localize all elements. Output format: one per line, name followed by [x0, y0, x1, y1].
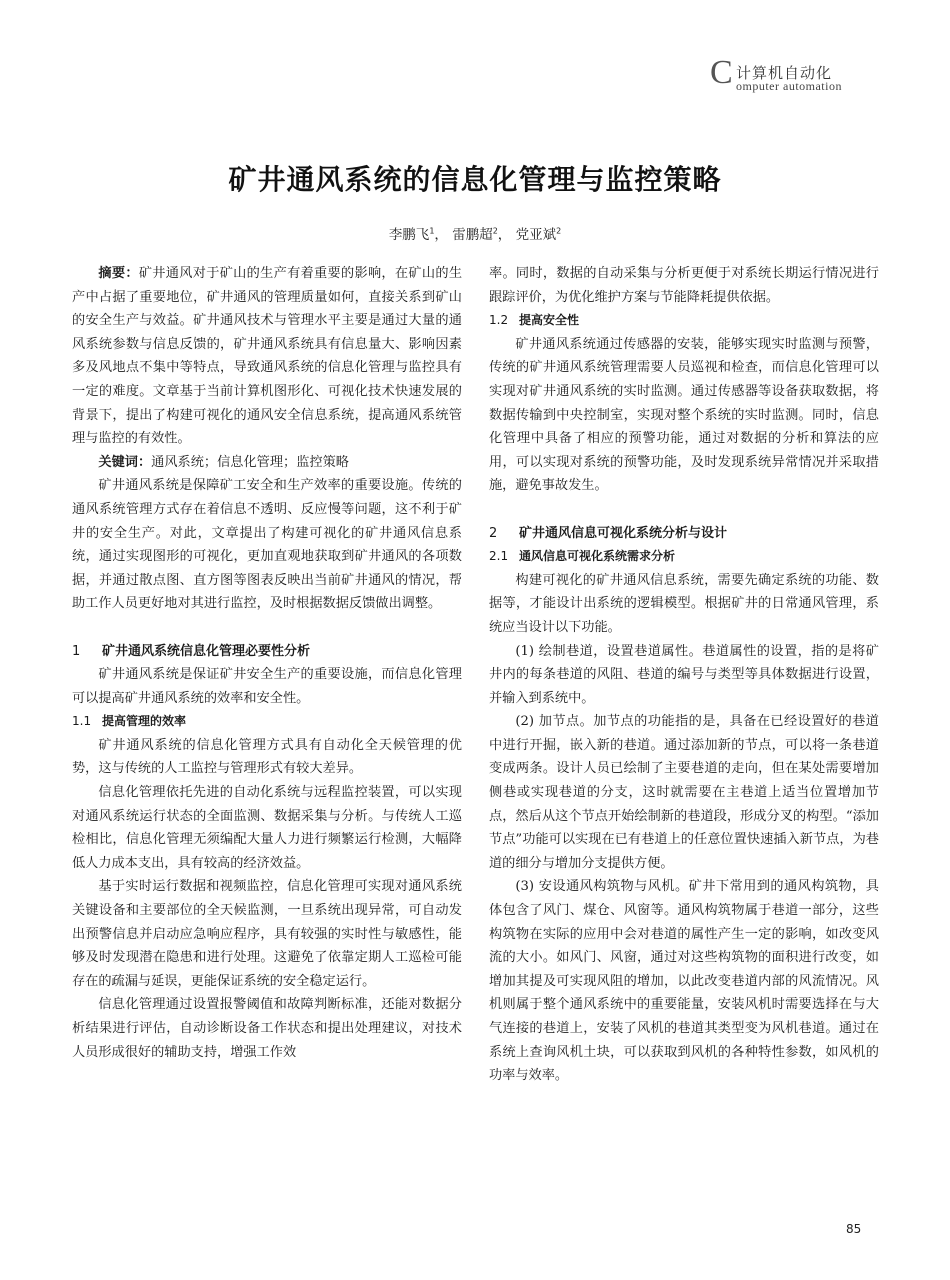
author-list — [0, 223, 950, 243]
section-number: 2 — [489, 525, 498, 541]
section-heading — [72, 640, 462, 664]
subsection-number: 2.1 — [489, 549, 509, 564]
subsection-title: 提高安全性 — [519, 313, 580, 328]
author-name: 党亚斌 — [515, 227, 557, 243]
list-item: (1) 绘制巷道，设置巷道属性。巷道属性的设置，指的是将矿井内的每条巷道的风阻、巷道的编号与类型等具体数据进行设置，并输入到系统中。 — [489, 643, 879, 706]
paragraph: 构建可视化的矿井通风信息系统，需要先确定系统的功能、数据等，才能设计出系统的逻辑模型。根据矿井的日常通风管理，系统应当设计以下功能。 — [489, 572, 879, 635]
keywords — [72, 451, 462, 475]
journal-logo-letter: C — [710, 54, 733, 91]
page-number: 85 — [846, 1222, 862, 1236]
author-affiliation: 2 — [492, 226, 498, 236]
subsection-heading — [489, 545, 879, 569]
author-separator: ， — [497, 227, 512, 243]
journal-header — [710, 54, 870, 98]
subsection-heading — [72, 710, 462, 734]
section-heading — [489, 522, 879, 546]
subsection-title: 通风信息可视化系统需求分析 — [519, 549, 676, 564]
paper-title: 矿井通风系统的信息化管理与监控策略 — [228, 163, 722, 196]
intro-paragraph: 矿井通风系统是保障矿工安全和生产效率的重要设施。传统的通风系统管理方式存在着信息不透明、反应慢等问题，这不利于矿井的安全生产。对此，文章提出了构建可视化的矿井通风信息系统，通过实现图形的可视化，更加直观地获取到矿井通风的各项数据，并通过散点图、直方图等图表反映出当前矿井通风的情况，帮助工作人员更好地对其进行监控，及时根据数据反馈做出调整。 — [72, 478, 462, 612]
paragraph: 矿井通风系统通过传感器的安装，能够实现实时监测与预警，传统的矿井通风系统管理需要人员巡视和检查，而信息化管理可以实现对矿井通风系统的实时监测。通过传感器等设备获取数据，将数据传输到中央控制室，实现对整个系统的实时监测。同时，信息化管理中具备了相应的预警功能，通过对数据的分析和算法的应用，可以实现对系统的预警功能，及时发现系统异常情况并采取措施，避免事故发生。 — [489, 336, 879, 494]
section-number: 1 — [72, 643, 81, 659]
paragraph: 基于实时运行数据和视频监控，信息化管理可实现对通风系统关键设备和主要部位的全天候监测，一旦系统出现异常，可自动发出预警信息并启动应急响应程序，具有较强的实时性与敏感性，能够及时发现潜在隐患和进行处理。这避免了依靠定期人工巡检可能存在的疏漏与延误，更能保证系统的安全稳定运行。 — [72, 879, 462, 989]
paragraph: 矿井通风系统是保证矿井安全生产的重要设施，而信息化管理可以提高矿井通风系统的效率和安全性。 — [72, 667, 462, 706]
journal-name-en: omputer automation — [736, 79, 842, 93]
paragraph: 信息化管理依托先进的自动化系统与远程监控装置，可以实现对通风系统运行状态的全面监测、数据采集与分析。与传统人工巡检相比，信息化管理无须编配大量人力进行频繁运行检测，大幅降低人力成本支出，具有较高的经济效益。 — [72, 785, 462, 871]
author-separator: ， — [434, 227, 448, 243]
abstract-label: 摘要： — [98, 266, 139, 281]
list-item: (2) 加节点。加节点的功能指的是，具备在已经设置好的巷道中进行开掘，嵌入新的巷道。通过添加新的节点，可以将一条巷道变成两条。设计人员已绘制了主要巷道的走向，但在某处需要增加侧巷或实现巷道的分支，这时就需要在主巷道上适当位置增加节点，然后从这个节点开始绘制新的巷道段，形成分叉的构型。“添加节点”功能可以实现在已有巷道上的任意位置快速插入新节点，为巷道的细分与增加分支提供方便。 — [489, 714, 879, 871]
author-affiliation: 1 — [429, 226, 435, 236]
section-title: 矿井通风系统信息化管理必要性分析 — [102, 643, 311, 659]
subsection-title: 提高管理的效率 — [102, 714, 187, 729]
author-affiliation: 2 — [556, 226, 562, 236]
list-item: (3) 安设通风构筑物与风机。矿井下常用到的通风构筑物，具体包含了风门、煤仓、风窗等。通风构筑物属于巷道一部分，这些构筑物在实际的应用中会对巷道的属性产生一定的影响，如改变风流的大小。如风门、风窗，通过对这些构筑物的面积进行改变，如增加其提及可实现风阻的增加，以此改变巷道内部的风流情况。风机则属于整个通风系统中的重要能量，安装风机时需要选择在与大气连接的巷道上，安装了风机的巷道其类型变为风机巷道。通过在系统上查询风机土块，可以获取到风机的各种特性参数，如风机的功率与效率。 — [489, 879, 879, 1084]
journal-name-cn: 计算机自动化 — [736, 64, 833, 82]
subsection-heading — [489, 309, 879, 333]
abstract — [72, 262, 462, 451]
author-name: 雷鹏超 — [452, 227, 493, 243]
paragraph: 信息化管理通过设置报警阈值和故障判断标准，还能对数据分析结果进行评估，自动诊断设备工作状态和提出处理建议，对技术人员形成很好的辅助支持，增强工作效 — [72, 997, 462, 1060]
keywords-text: 通风系统；信息化管理；监控策略 — [151, 454, 349, 470]
subsection-number: 1.1 — [72, 714, 92, 729]
keywords-label: 关键词： — [98, 454, 152, 470]
abstract-text: 矿井通风对于矿山的生产有着重要的影响，在矿山的生产中占据了重要地位，矿井通风的管理质量如何，直接关系到矿山的安全生产与效益。矿井通风技术与管理水平主要是通过大量的通风系统参数与信息反馈的，矿井通风系统具有信息量大、影响因素多及风地点不集中等特点，导致通风系统的信息化管理与监控具有一定的难度。文章基于当前计算机图形化、可视化技术快速发展的背景下，提出了构建可视化的通风安全信息系统，提高通风系统管理与监控的有效性。 — [72, 266, 463, 447]
paragraph: 矿井通风系统的信息化管理方式具有自动化全天候管理的优势，这与传统的人工监控与管理形式有较大差异。 — [72, 737, 462, 777]
subsection-number: 1.2 — [489, 313, 509, 328]
right-column — [489, 262, 879, 1088]
section-title: 矿井通风信息可视化系统分析与设计 — [519, 525, 728, 541]
left-column — [72, 262, 462, 1064]
paragraph-continuation: 率。同时，数据的自动采集与分析更便于对系统长期运行情况进行跟踪评价，为优化维护方案与节能降耗提供依据。 — [489, 266, 879, 305]
author-name: 李鹏飞 — [388, 227, 430, 243]
